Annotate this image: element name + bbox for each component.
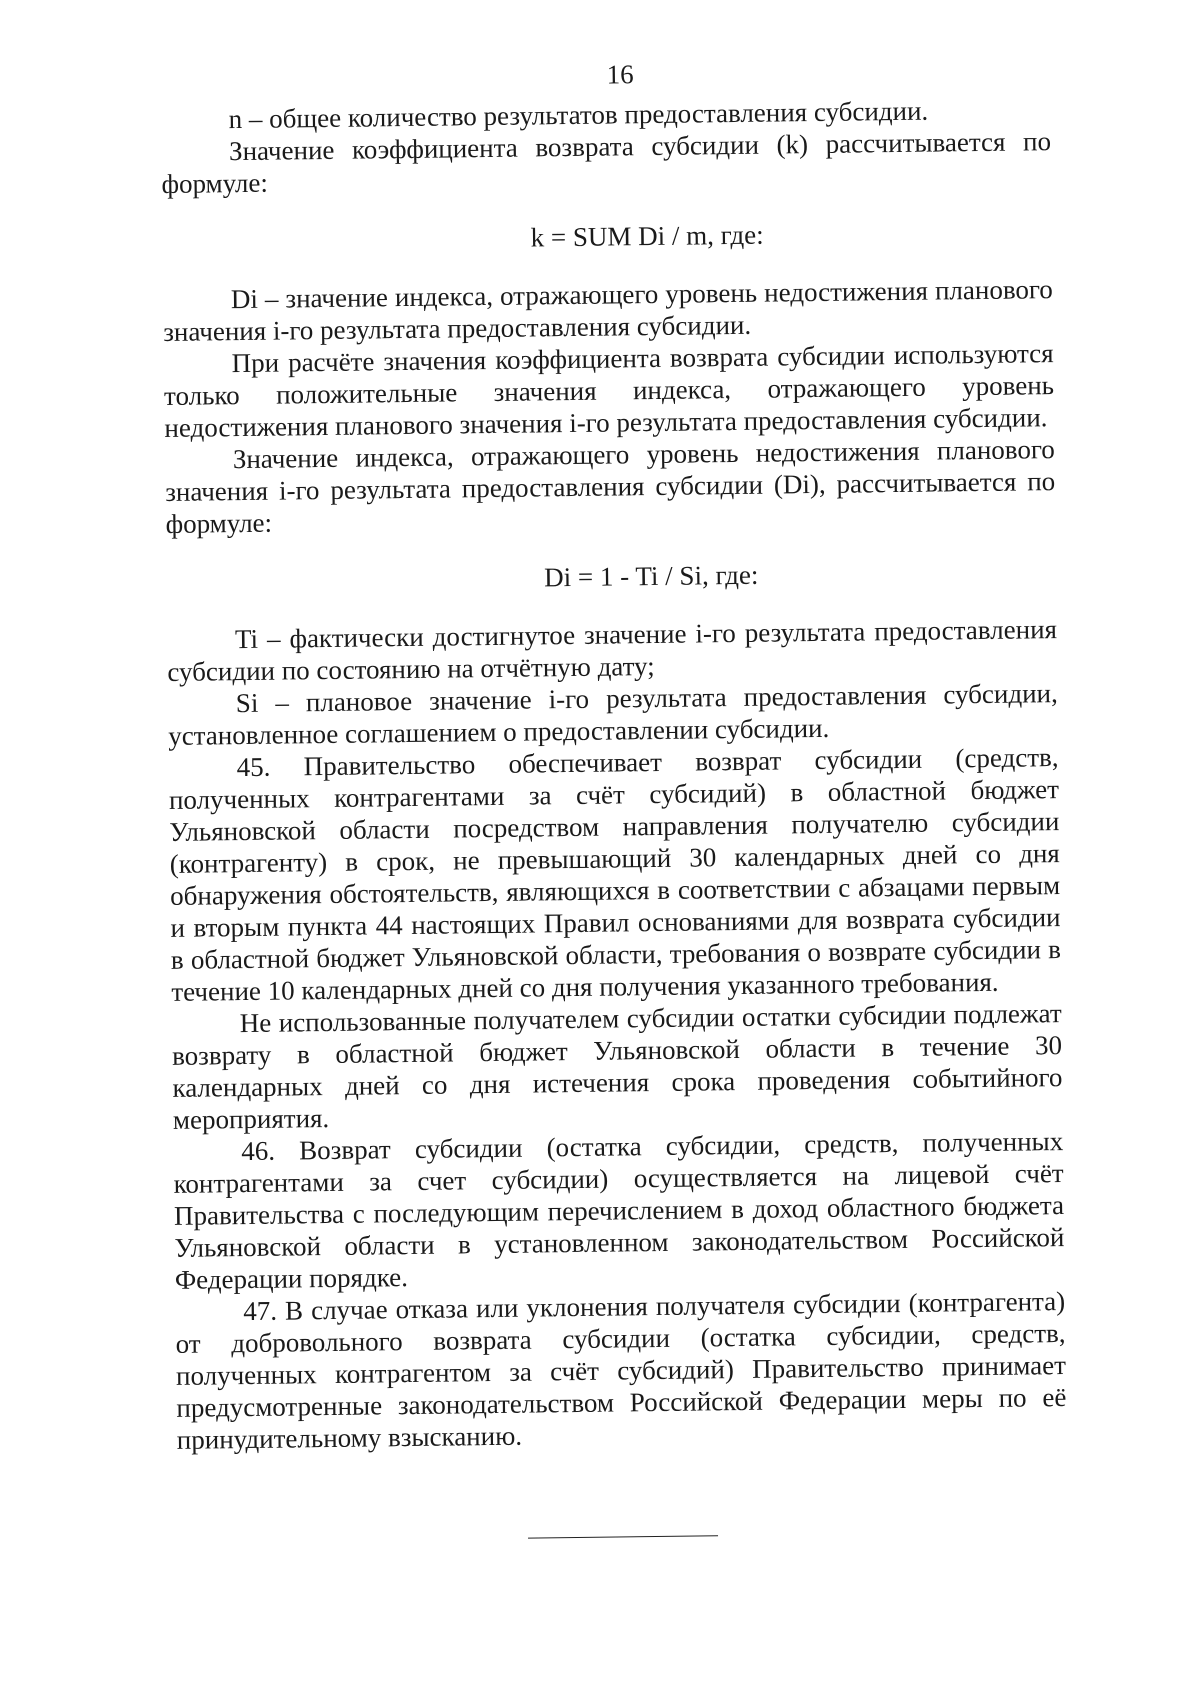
paragraph-clause-45: 45. Правительство обеспечивает возврат субсидии (средств, полученных контрагентами за счёт субсидий) в областной бюджет Ульяновской области посредством направления получателю субсидии (контрагенту) в срок, не превышающий 30 календарных дней со дня обнаружения обстоятельств, являющихся в соответствии с абзацами первым и вторым пункта 44 настоящих Правил основаниями для возврата субсидии в областной бюджет Ульяновской области, требования о возврате субсидии в течение 10 календарных дней со дня получения указанного требования. (168, 742, 1062, 1007)
paragraph-n-definition: n – общее количество результатов предоставления субсидии. (228, 95, 929, 135)
paragraph-clause-47: 47. В случае отказа или уклонения получателя субсидии (контрагента) от добровольного возврата субсидии (остатка субсидии, средств, полученных контрагентом за счёт субсидий) Правительство принимает предусмотренные законодательством Российской Федерации меры по её принудительному взысканию. (175, 1286, 1067, 1455)
paragraph-positive-values: При расчёте значения коэффициента возврата субсидии используются только положительные значения индекса, отражающего уровень недостижения планового значения i-го результата предоставления субсидии. (163, 338, 1055, 443)
paragraph-k-intro: Значение коэффициента возврата субсидии (k) рассчитывается по формуле: (161, 126, 1052, 199)
paragraph-si-definition: Si – плановое значение i-го результата предоставления субсидии, установленное соглашением о предоставлении субсидии. (168, 678, 1058, 751)
formula-k: k = SUM Di / m, где: (530, 219, 764, 253)
paragraph-clause-46: 46. Возврат субсидии (остатка субсидии, средств, полученных контрагентами за счет субсидии) осуществляется на лицевой счёт Правительства с последующим перечислением в доход областного бюджета Ульяновской области в установленном законодательством Российской Федерации порядке. (173, 1126, 1065, 1295)
paragraph-di-intro: Значение индекса, отражающего уровень недостижения планового значения i-го результата предоставления субсидии (Di), рассчитывается по формуле: (165, 434, 1056, 539)
paragraph-ti-definition: Ti – фактически достигнутое значение i-го результата предоставления субсидии по состоянию на отчётную дату; (167, 614, 1058, 687)
end-rule (528, 1535, 718, 1538)
formula-di: Di = 1 - Ti / Si, где: (543, 559, 759, 593)
paragraph-unused-remainder: Не использованные получателем субсидии остатки субсидии подлежат возврату в областной бюджет Ульяновской области в течение 30 календарных дней со дня истечения срока проведения событийного мероприятия. (171, 998, 1063, 1135)
page-number: 16 (606, 59, 634, 90)
paragraph-di-definition: Di – значение индекса, отражающего уровень недостижения планового значения i-го результата предоставления субсидии. (163, 274, 1053, 347)
document-page (160, 53, 1068, 1543)
